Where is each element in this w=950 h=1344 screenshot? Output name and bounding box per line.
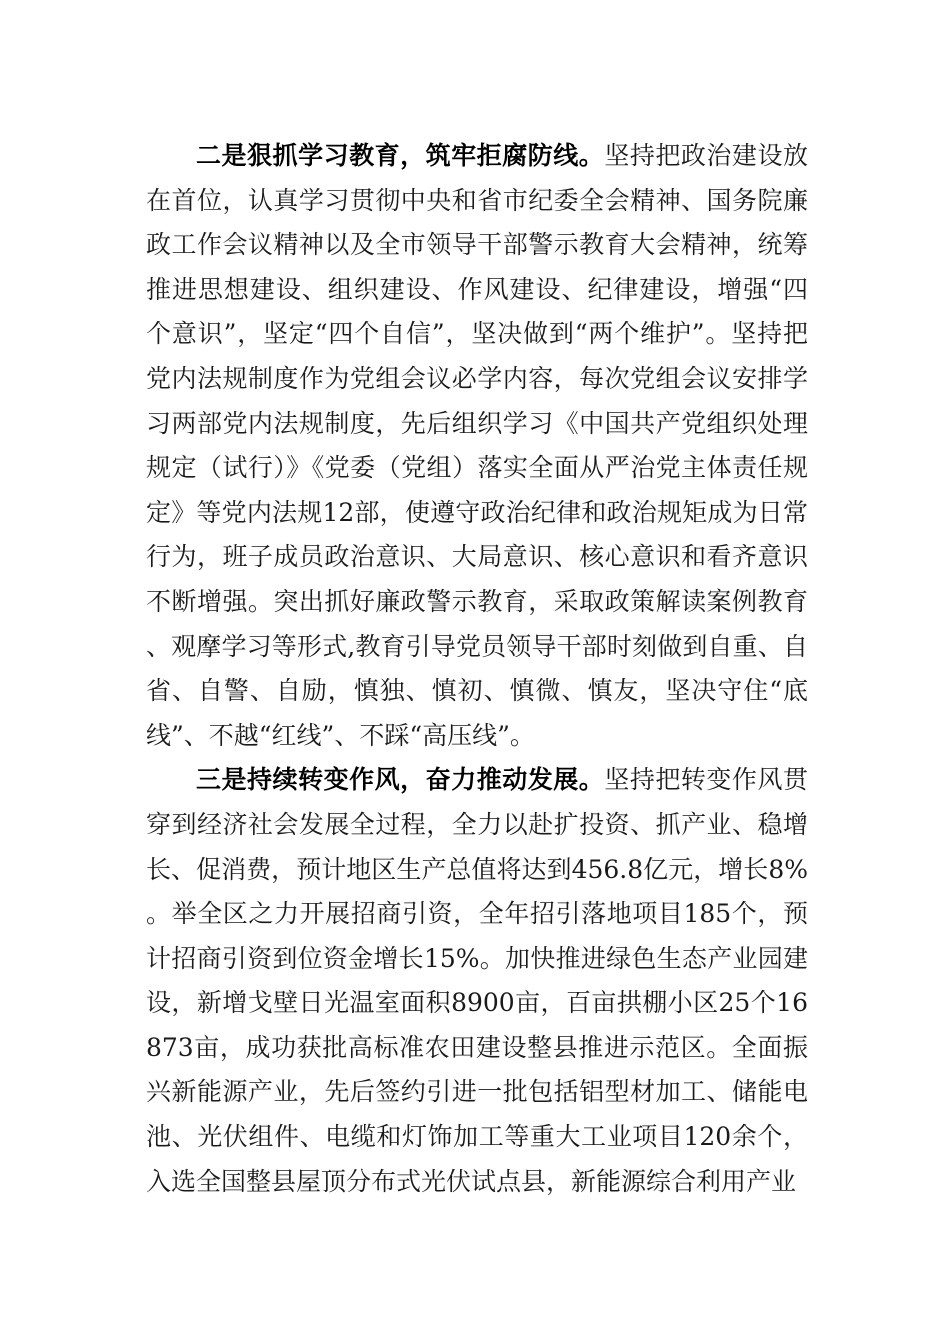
paragraph-work-style — [146, 758, 808, 1204]
paragraph-study-education — [146, 134, 808, 758]
document-body — [146, 134, 808, 1204]
paragraph-heading: 二是狠抓学习教育，筑牢拒腐防线。 — [196, 141, 605, 170]
paragraph-heading: 三是持续转变作风，奋力推动发展。 — [196, 765, 605, 795]
paragraph-text: 坚持把转变作风贯穿到经济社会发展全过程，全力以赴扩投资、抓产业、稳增长、促消费，预计地区生产总值将达到456.8亿元，增长8%。举全区之力开展招商引资，全年招引落地项目185个，预计招商引资到位资金增长15%。加快推进绿色生态产业园建设，新增戈壁日光温室面积8900亩，百亩拱棚小区25个16873亩，成功获批高标准农田建设整县推进示范区。全面振兴新能源产业，先后签约引进一批包括铝型材加工、储能电池、光伏组件、电缆和灯饰加工等重大工业项目120余个，入选全国整县屋顶分布式光伏试点县，新能源综合利用产业 — [146, 765, 808, 1196]
paragraph-text: 坚持把政治建设放在首位，认真学习贯彻中央和省市纪委全会精神、国务院廉政工作会议精神以及全市领导干部警示教育大会精神，统筹推进思想建设、组织建设、作风建设、纪律建设，增强“四个意识”，坚定“四个自信”，坚决做到“两个维护”。坚持把党内法规制度作为党组会议必学内容，每次党组会议安排学习两部党内法规制度，先后组织学习《中国共产党组织处理规定（试行）》《党委（党组）落实全面从严治党主体责任规定》等党内法规12部，使遵守政治纪律和政治规矩成为日常行为，班子成员政治意识、大局意识、核心意识和看齐意识不断增强。突出抓好廉政警示教育，采取政策解读案例教育、观摩学习等形式,教育引导党员领导干部时刻做到自重、自省、自警、自励，慎独、慎初、慎微、慎友，坚决守住“底线”、不越“红线”、不踩“高压线”。 — [146, 141, 808, 750]
